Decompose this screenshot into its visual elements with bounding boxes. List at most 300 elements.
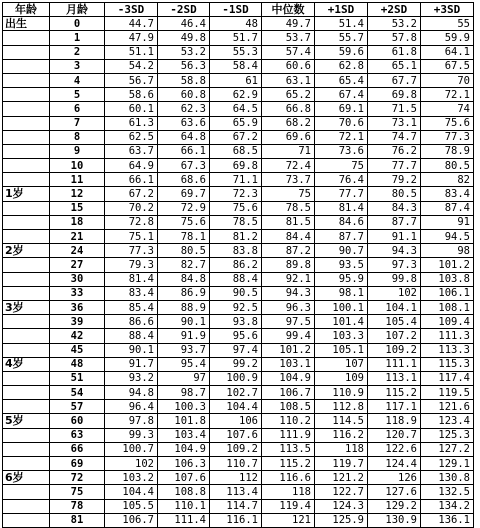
age-cell (3, 329, 50, 343)
value-cell: 49.8 (158, 31, 210, 45)
value-cell: 116.1 (210, 513, 262, 527)
age-cell (3, 45, 50, 59)
table-row (3, 414, 474, 428)
value-cell: 76.2 (368, 144, 421, 158)
value-cell: 56.3 (158, 59, 210, 73)
value-cell: 84.8 (158, 272, 210, 286)
value-cell: 106.3 (158, 457, 210, 471)
value-cell: 93.2 (105, 371, 158, 385)
value-cell: 55.7 (315, 31, 368, 45)
table-row (3, 343, 474, 357)
value-cell: 69.8 (210, 159, 262, 173)
table-row (3, 286, 474, 300)
value-cell: 98.7 (158, 386, 210, 400)
value-cell: 90.7 (315, 244, 368, 258)
value-cell: 53.2 (368, 17, 421, 31)
age-cell: 1岁 (3, 187, 50, 201)
header-month: 月龄 (50, 3, 105, 17)
month-cell: 3 (50, 59, 105, 73)
month-cell: 21 (50, 230, 105, 244)
value-cell: 67.5 (421, 59, 474, 73)
value-cell: 89.8 (262, 258, 315, 272)
value-cell: 63.1 (262, 73, 315, 87)
value-cell: 71.1 (210, 173, 262, 187)
age-cell: 3岁 (3, 300, 50, 314)
value-cell: 66.1 (158, 144, 210, 158)
value-cell: 79.2 (368, 173, 421, 187)
value-cell: 88.4 (210, 272, 262, 286)
value-cell: 117.4 (421, 371, 474, 385)
value-cell: 55.3 (210, 45, 262, 59)
age-cell (3, 258, 50, 272)
table-body (3, 17, 474, 528)
value-cell: 111.9 (262, 428, 315, 442)
value-cell: 97 (158, 371, 210, 385)
value-cell: 104.1 (368, 300, 421, 314)
value-cell: 47.9 (105, 31, 158, 45)
age-cell (3, 88, 50, 102)
table-row (3, 357, 474, 371)
month-cell: 30 (50, 272, 105, 286)
header-age: 年龄 (3, 3, 50, 17)
value-cell: 67.3 (158, 159, 210, 173)
value-cell: 73.6 (315, 144, 368, 158)
age-cell (3, 144, 50, 158)
value-cell: 118 (315, 442, 368, 456)
table-row (3, 386, 474, 400)
value-cell: 105.4 (368, 315, 421, 329)
age-cell (3, 116, 50, 130)
month-cell: 33 (50, 286, 105, 300)
age-cell (3, 499, 50, 513)
value-cell: 134.2 (421, 499, 474, 513)
table-row (3, 329, 474, 343)
value-cell: 57.4 (262, 45, 315, 59)
month-cell: 1 (50, 31, 105, 45)
value-cell: 115.2 (262, 457, 315, 471)
table-row (3, 457, 474, 471)
table-row (3, 159, 474, 173)
value-cell: 106.7 (262, 386, 315, 400)
value-cell: 66.1 (105, 173, 158, 187)
value-cell: 90.5 (210, 286, 262, 300)
value-cell: 132.5 (421, 485, 474, 499)
value-cell: 82.7 (158, 258, 210, 272)
value-cell: 75.6 (421, 116, 474, 130)
value-cell: 107 (315, 357, 368, 371)
value-cell: 119.7 (315, 457, 368, 471)
value-cell: 127.2 (421, 442, 474, 456)
value-cell: 87.7 (368, 215, 421, 229)
value-cell: 78.5 (210, 215, 262, 229)
month-cell: 75 (50, 485, 105, 499)
value-cell: 78.1 (158, 230, 210, 244)
value-cell: 114.5 (315, 414, 368, 428)
value-cell: 136.1 (421, 513, 474, 527)
value-cell: 49.7 (262, 17, 315, 31)
value-cell: 110.7 (210, 457, 262, 471)
month-cell: 78 (50, 499, 105, 513)
table-row (3, 400, 474, 414)
month-cell: 51 (50, 371, 105, 385)
value-cell: 84.3 (368, 201, 421, 215)
value-cell: 115.3 (421, 357, 474, 371)
value-cell: 95.4 (158, 357, 210, 371)
value-cell: 62.8 (315, 59, 368, 73)
value-cell: 86.2 (210, 258, 262, 272)
value-cell: 111.1 (368, 357, 421, 371)
value-cell: 125.9 (315, 513, 368, 527)
value-cell: 69.7 (158, 187, 210, 201)
table-row (3, 173, 474, 187)
value-cell: 67.2 (210, 130, 262, 144)
value-cell: 69.6 (262, 130, 315, 144)
value-cell: 53.7 (262, 31, 315, 45)
value-cell: 74 (421, 102, 474, 116)
value-cell: 97.8 (105, 414, 158, 428)
table-row (3, 272, 474, 286)
value-cell: 102 (105, 457, 158, 471)
value-cell: 92.5 (210, 300, 262, 314)
value-cell: 51.1 (105, 45, 158, 59)
value-cell: 93.8 (210, 315, 262, 329)
header-plus3sd: +3SD (421, 3, 474, 17)
value-cell: 113.1 (368, 371, 421, 385)
value-cell: 65.4 (315, 73, 368, 87)
value-cell: 109.2 (368, 343, 421, 357)
value-cell: 46.4 (158, 17, 210, 31)
table-row (3, 130, 474, 144)
value-cell: 109.2 (210, 442, 262, 456)
value-cell: 86.9 (158, 286, 210, 300)
age-cell (3, 315, 50, 329)
value-cell: 77.3 (105, 244, 158, 258)
value-cell: 109 (315, 371, 368, 385)
value-cell: 72.8 (105, 215, 158, 229)
value-cell: 88.4 (105, 329, 158, 343)
value-cell: 106.1 (421, 286, 474, 300)
value-cell: 61.3 (105, 116, 158, 130)
value-cell: 108.8 (158, 485, 210, 499)
value-cell: 103.3 (315, 329, 368, 343)
value-cell: 95.9 (315, 272, 368, 286)
table-row (3, 17, 474, 31)
header-minus3sd: -3SD (105, 3, 158, 17)
value-cell: 130.8 (421, 471, 474, 485)
value-cell: 80.5 (368, 187, 421, 201)
age-cell (3, 428, 50, 442)
table-row (3, 88, 474, 102)
value-cell: 107.6 (210, 428, 262, 442)
value-cell: 104.9 (158, 442, 210, 456)
value-cell: 102.7 (210, 386, 262, 400)
month-cell: 66 (50, 442, 105, 456)
value-cell: 85.4 (105, 300, 158, 314)
age-cell: 4岁 (3, 357, 50, 371)
table-row (3, 485, 474, 499)
month-cell: 72 (50, 471, 105, 485)
value-cell: 107.2 (368, 329, 421, 343)
value-cell: 60.8 (158, 88, 210, 102)
value-cell: 121 (262, 513, 315, 527)
value-cell: 58.4 (210, 59, 262, 73)
value-cell: 75.6 (210, 201, 262, 215)
value-cell: 67.2 (105, 187, 158, 201)
value-cell: 110.9 (315, 386, 368, 400)
month-cell: 54 (50, 386, 105, 400)
age-cell (3, 31, 50, 45)
age-cell (3, 215, 50, 229)
month-cell: 60 (50, 414, 105, 428)
age-cell: 6岁 (3, 471, 50, 485)
value-cell: 111.4 (158, 513, 210, 527)
table-row (3, 144, 474, 158)
value-cell: 64.8 (158, 130, 210, 144)
value-cell: 110.1 (158, 499, 210, 513)
value-cell: 93.5 (315, 258, 368, 272)
value-cell: 119.4 (262, 499, 315, 513)
value-cell: 124.4 (368, 457, 421, 471)
header-minus2sd: -2SD (158, 3, 210, 17)
value-cell: 87.4 (421, 201, 474, 215)
value-cell: 95.6 (210, 329, 262, 343)
value-cell: 116.2 (315, 428, 368, 442)
value-cell: 103.8 (421, 272, 474, 286)
value-cell: 113.3 (421, 343, 474, 357)
table-row (3, 471, 474, 485)
value-cell: 129.2 (368, 499, 421, 513)
age-cell (3, 457, 50, 471)
value-cell: 70.2 (105, 201, 158, 215)
value-cell: 61.8 (368, 45, 421, 59)
month-cell: 7 (50, 116, 105, 130)
value-cell: 108.1 (421, 300, 474, 314)
value-cell: 130.9 (368, 513, 421, 527)
value-cell: 62.3 (158, 102, 210, 116)
value-cell: 72.1 (421, 88, 474, 102)
age-cell (3, 59, 50, 73)
month-cell: 8 (50, 130, 105, 144)
month-cell: 2 (50, 45, 105, 59)
value-cell: 84.6 (315, 215, 368, 229)
value-cell: 77.7 (368, 159, 421, 173)
value-cell: 81.5 (262, 215, 315, 229)
value-cell: 71.5 (368, 102, 421, 116)
table-row (3, 73, 474, 87)
value-cell: 83.8 (210, 244, 262, 258)
value-cell: 96.3 (262, 300, 315, 314)
value-cell: 113.5 (262, 442, 315, 456)
month-cell: 12 (50, 187, 105, 201)
value-cell: 81.4 (105, 272, 158, 286)
month-cell: 0 (50, 17, 105, 31)
month-cell: 6 (50, 102, 105, 116)
age-cell (3, 102, 50, 116)
value-cell: 113.4 (210, 485, 262, 499)
value-cell: 73.7 (262, 173, 315, 187)
value-cell: 62.9 (210, 88, 262, 102)
month-cell: 57 (50, 400, 105, 414)
age-cell (3, 272, 50, 286)
header-median: 中位数 (262, 3, 315, 17)
value-cell: 83.4 (105, 286, 158, 300)
value-cell: 106.7 (105, 513, 158, 527)
value-cell: 104.4 (105, 485, 158, 499)
value-cell: 104.9 (262, 371, 315, 385)
month-cell: 42 (50, 329, 105, 343)
value-cell: 55 (421, 17, 474, 31)
table-row (3, 215, 474, 229)
month-cell: 18 (50, 215, 105, 229)
value-cell: 104.4 (210, 400, 262, 414)
value-cell: 64.9 (105, 159, 158, 173)
value-cell: 101.2 (421, 258, 474, 272)
value-cell: 88.9 (158, 300, 210, 314)
value-cell: 68.6 (158, 173, 210, 187)
value-cell: 67.7 (368, 73, 421, 87)
month-cell: 27 (50, 258, 105, 272)
value-cell: 121.6 (421, 400, 474, 414)
age-cell (3, 343, 50, 357)
age-cell (3, 230, 50, 244)
age-cell: 2岁 (3, 244, 50, 258)
table-row (3, 244, 474, 258)
value-cell: 60.6 (262, 59, 315, 73)
value-cell: 51.7 (210, 31, 262, 45)
month-cell: 11 (50, 173, 105, 187)
month-cell: 63 (50, 428, 105, 442)
value-cell: 84.4 (262, 230, 315, 244)
value-cell: 51.4 (315, 17, 368, 31)
age-cell (3, 513, 50, 527)
value-cell: 108.5 (262, 400, 315, 414)
value-cell: 112.8 (315, 400, 368, 414)
age-cell (3, 386, 50, 400)
value-cell: 72.1 (315, 130, 368, 144)
value-cell: 64.5 (210, 102, 262, 116)
value-cell: 102 (368, 286, 421, 300)
value-cell: 117.1 (368, 400, 421, 414)
value-cell: 81.2 (210, 230, 262, 244)
value-cell: 123.4 (421, 414, 474, 428)
value-cell: 59.6 (315, 45, 368, 59)
age-cell (3, 442, 50, 456)
value-cell: 72.9 (158, 201, 210, 215)
value-cell: 63.6 (158, 116, 210, 130)
age-cell (3, 201, 50, 215)
value-cell: 96.4 (105, 400, 158, 414)
month-cell: 5 (50, 88, 105, 102)
age-cell (3, 173, 50, 187)
value-cell: 97.3 (368, 258, 421, 272)
value-cell: 58.8 (158, 73, 210, 87)
age-cell (3, 286, 50, 300)
age-cell (3, 485, 50, 499)
value-cell: 106 (210, 414, 262, 428)
value-cell: 80.5 (158, 244, 210, 258)
value-cell: 69.1 (315, 102, 368, 116)
value-cell: 101.2 (262, 343, 315, 357)
value-cell: 81.4 (315, 201, 368, 215)
table-row (3, 31, 474, 45)
month-cell: 39 (50, 315, 105, 329)
value-cell: 86.6 (105, 315, 158, 329)
value-cell: 114.7 (210, 499, 262, 513)
value-cell: 101.8 (158, 414, 210, 428)
value-cell: 72.4 (262, 159, 315, 173)
value-cell: 101.4 (315, 315, 368, 329)
value-cell: 94.5 (421, 230, 474, 244)
value-cell: 75 (315, 159, 368, 173)
value-cell: 116.6 (262, 471, 315, 485)
value-cell: 83.4 (421, 187, 474, 201)
value-cell: 126 (368, 471, 421, 485)
growth-standard-table (2, 2, 474, 528)
value-cell: 103.1 (262, 357, 315, 371)
value-cell: 60.1 (105, 102, 158, 116)
value-cell: 99.8 (368, 272, 421, 286)
value-cell: 94.3 (262, 286, 315, 300)
month-cell: 69 (50, 457, 105, 471)
value-cell: 91.1 (368, 230, 421, 244)
month-cell: 45 (50, 343, 105, 357)
value-cell: 100.3 (158, 400, 210, 414)
value-cell: 56.7 (105, 73, 158, 87)
value-cell: 69.8 (368, 88, 421, 102)
table-row (3, 300, 474, 314)
value-cell: 65.9 (210, 116, 262, 130)
header-row (3, 3, 474, 17)
value-cell: 73.1 (368, 116, 421, 130)
value-cell: 105.1 (315, 343, 368, 357)
value-cell: 94.3 (368, 244, 421, 258)
value-cell: 93.7 (158, 343, 210, 357)
value-cell: 122.7 (315, 485, 368, 499)
value-cell: 72.3 (210, 187, 262, 201)
value-cell: 78.5 (262, 201, 315, 215)
table-row (3, 513, 474, 527)
value-cell: 87.2 (262, 244, 315, 258)
table-row (3, 102, 474, 116)
value-cell: 77.7 (315, 187, 368, 201)
header-minus1sd: -1SD (210, 3, 262, 17)
value-cell: 100.9 (210, 371, 262, 385)
growth-standard-table-container (2, 2, 474, 528)
value-cell: 70.6 (315, 116, 368, 130)
age-cell (3, 159, 50, 173)
header-plus1sd: +1SD (315, 3, 368, 17)
month-cell: 9 (50, 144, 105, 158)
value-cell: 105.5 (105, 499, 158, 513)
value-cell: 67.4 (315, 88, 368, 102)
value-cell: 119.5 (421, 386, 474, 400)
value-cell: 122.6 (368, 442, 421, 456)
month-cell: 15 (50, 201, 105, 215)
table-row (3, 315, 474, 329)
value-cell: 68.5 (210, 144, 262, 158)
value-cell: 112 (210, 471, 262, 485)
value-cell: 91 (421, 215, 474, 229)
value-cell: 59.9 (421, 31, 474, 45)
value-cell: 91.9 (158, 329, 210, 343)
value-cell: 78.9 (421, 144, 474, 158)
value-cell: 66.8 (262, 102, 315, 116)
value-cell: 74.7 (368, 130, 421, 144)
table-row (3, 187, 474, 201)
value-cell: 92.1 (262, 272, 315, 286)
value-cell: 103.4 (158, 428, 210, 442)
value-cell: 99.3 (105, 428, 158, 442)
